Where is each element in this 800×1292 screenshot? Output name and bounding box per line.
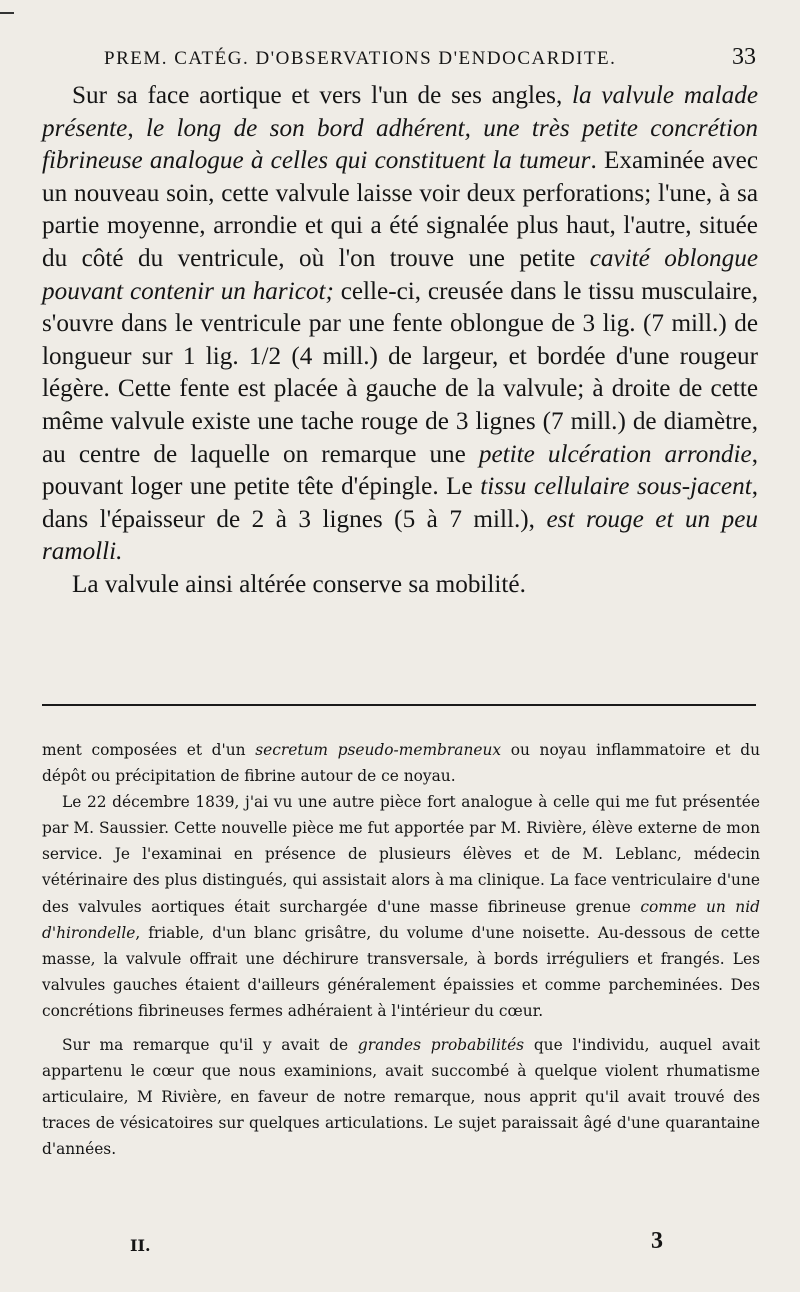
text-run: ment composées et d'un xyxy=(42,741,256,759)
main-text xyxy=(42,80,758,602)
footnote-paragraph-1 xyxy=(42,737,760,789)
sheet-number: 3 xyxy=(651,1228,663,1254)
text-run: , xyxy=(127,114,146,142)
italic-run: cavité oblongue pouvant contenir un haricot; xyxy=(42,244,758,305)
signature-mark: II. xyxy=(130,1236,151,1255)
main-paragraph-2: La valvule ainsi altérée conserve sa mobilité. xyxy=(72,570,526,598)
text-run: . Examinée avec un nouveau soin, cette valvule laisse voir deux perforations; l'une, à sa partie moyenne, arrondie et qui a été signalée plus haut, l'autre, située du côté du ventricule, où l'on trouve une petite xyxy=(42,147,758,272)
footnote-rule xyxy=(42,704,756,706)
footnote-block xyxy=(42,737,760,1163)
italic-run: le long de son bord adhérent, une très petite concrétion fibrineuse analogue à celles qui constituent la tumeur xyxy=(42,114,759,175)
main-paragraph-1 xyxy=(42,80,758,569)
italic-run: petite ulcération arrondie xyxy=(478,440,752,468)
text-run: ou noyau inflammatoire et du dépôt ou précipitation de fibrine autour de ce noyau. xyxy=(42,741,761,786)
italic-run: la valvule malade présente xyxy=(42,82,759,142)
running-title: PREM. CATÉG. D'OBSERVATIONS D'ENDOCARDITE. xyxy=(104,48,617,69)
footnote-paragraph-3 xyxy=(42,1032,760,1162)
text-run: celle-ci, creusée dans le tissu musculaire, s'ouvre dans le ventricule par une fente oblongue de 3 lig. (7 mill.) de longueur sur 1 lig. 1/2 (4 mill.) de largeur, et bordée d'une rougeur légère. Cette fente est placée à gauche de la valvule; à droite de cette même valvule existe une tache rouge de 3 lignes (7 mill.) de diamètre, au centre de laquelle on remarque une xyxy=(42,277,758,468)
italic-run: grandes probabilités xyxy=(357,1036,525,1055)
page-number: 33 xyxy=(732,44,756,70)
italic-run: comme un nid d'hirondelle xyxy=(42,897,760,942)
footnote-paragraph-2 xyxy=(42,789,760,1024)
text-run: Sur ma remarque qu'il y avait de xyxy=(62,1036,358,1055)
text-run: , pouvant loger une petite tête d'épingle. Le xyxy=(42,440,758,501)
text-run: Le 22 décembre 1839, j'ai vu une autre pièce fort analogue à celle qui me fut présentée par M. Saussier. Cette nouvelle pièce me fut apportée par M. Rivière, élève externe de mon service. Je l'examinai en présence de plusieurs élèves et de M. Leblanc, médecin vétérinaire des plus distingués, qui assistait alors à ma clinique. La face ventriculaire d'une des valvules aortiques était surchargée d'une masse fibrineuse grenue xyxy=(42,793,760,916)
italic-run: secretum pseudo-membraneux xyxy=(255,741,502,759)
italic-run: est rouge et un peu ramolli. xyxy=(42,505,758,566)
text-run: , dans l'épaisseur de 2 à 3 lignes (5 à 7 mill.), xyxy=(42,473,758,533)
text-run: Sur sa face aortique et vers l'un de ses angles, xyxy=(72,82,573,109)
margin-mark xyxy=(0,12,14,14)
italic-run: tissu cellulaire sous-jacent xyxy=(480,473,752,501)
running-head xyxy=(104,44,756,74)
text-run: , friable, d'un blanc grisâtre, du volume d'une noisette. Au-dessous de cette masse, la valvule offrait une déchirure transversale, à bords irréguliers et frangés. Les valvules gauches étaient d'ailleurs généralement épaissies et comme parcheminées. Des concrétions fibrineuses fermes adhéraient à l'intérieur du cœur. xyxy=(42,923,760,1020)
text-run: que l'individu, auquel avait appartenu le cœur que nous examinions, avait succombé à quelque violent rhumatisme articulaire, M Rivière, en faveur de notre remarque, nous apprit qu'il avait trouvé des traces de vésicatoires sur quelques articulations. Le sujet paraissait âgé d'une quarantaine d'années. xyxy=(42,1036,760,1159)
